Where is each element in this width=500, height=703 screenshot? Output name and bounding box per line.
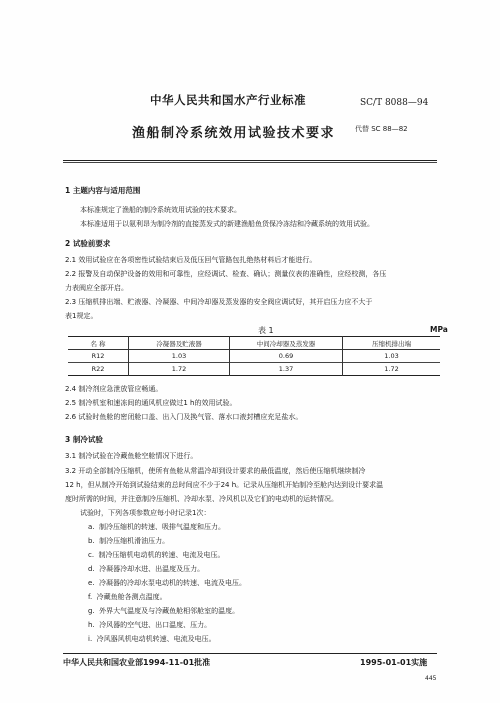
table-1-title: 表 1 bbox=[258, 326, 274, 335]
table-header-condenser: 冷凝器及贮液器 bbox=[129, 337, 230, 350]
table-header-compressor: 压缩机排出端 bbox=[343, 337, 441, 350]
table-header-intercooler: 中间冷却器及蒸发器 bbox=[230, 337, 343, 350]
clause-2-3-line-1: 2.3 压缩机排出端、贮液器、冷凝器、中间冷却器及蒸发器的安全阀应调试好，其开启压力应不大于 bbox=[65, 298, 373, 306]
list-item: e. 冷凝器的冷却水泵电动机的转速、电流及电压。 bbox=[88, 579, 246, 587]
list-item: g. 外界大气温度及与冷藏鱼舱相邻舱室的温度。 bbox=[88, 607, 240, 615]
table-row bbox=[68, 363, 440, 376]
clause-3-3-intro: 试验时，下列各项参数应每小时记录1次： bbox=[80, 509, 211, 517]
section-1-heading: 1 主题内容与适用范围 bbox=[65, 186, 141, 195]
clause-2-3-line-2: 表1规定。 bbox=[65, 312, 98, 320]
pressure-table bbox=[68, 336, 440, 376]
clause-2-5: 2.5 制冷机室和速冻间的通风机应做过1 h的效用试验。 bbox=[65, 399, 237, 407]
clause-2-2-line-2: 力表阀应全部开启。 bbox=[65, 284, 128, 292]
clause-3-2-line-1: 3.2 开动全部制冷压缩机，使所有鱼舱从常温冷却到设计要求的最低温度，然后使压缩机继续制冷 bbox=[65, 467, 366, 475]
list-item: b. 制冷压缩机滑油压力。 bbox=[88, 537, 170, 545]
table-header-name: 名 称 bbox=[90, 339, 106, 348]
clause-3-1: 3.1 制冷试验在冷藏鱼舱空舱情况下进行。 bbox=[65, 452, 198, 460]
section-1-paragraph-1: 本标准规定了渔船的制冷系统效用试验的技术要求。 bbox=[80, 206, 241, 214]
list-item: i. 冷风器风机电动机转速、电流及电压。 bbox=[88, 635, 216, 643]
table-cell: R12 bbox=[91, 352, 105, 360]
section-2-heading: 2 试验前要求 bbox=[65, 239, 111, 248]
list-item: d. 冷凝器冷却水进、出温度及压力。 bbox=[88, 565, 205, 573]
section-1-paragraph-2: 本标准适用于以氨利昂为制冷剂的直接蒸发式的新建渔船鱼货保冷冻结和冷藏系统的效用试验。 bbox=[80, 220, 374, 228]
table-cell: 1.72 bbox=[129, 363, 230, 376]
clause-3-2-line-2: 12 h，但从制冷开始到试验结束的总时间应不少于24 h。记录从压缩机开始制冷至舱内达到设计要求温 bbox=[65, 481, 384, 489]
clause-3-2-line-3: 度时所需的时间，并注意制冷压缩机、冷却水泵、冷风机以及它们的电动机的运转情况。 bbox=[65, 495, 338, 503]
table-cell: 1.03 bbox=[129, 350, 230, 363]
table-cell: 0.69 bbox=[230, 350, 343, 363]
document-title: 渔船制冷系统效用试验技术要求 bbox=[132, 126, 336, 141]
table-cell: R22 bbox=[91, 365, 105, 373]
list-item: h. 冷风器的空气进、出口温度、压力。 bbox=[88, 621, 212, 629]
table-cell: 1.03 bbox=[343, 350, 441, 363]
footer-rule bbox=[63, 653, 437, 654]
table-1-unit: MPa bbox=[430, 325, 448, 334]
table-row bbox=[68, 350, 440, 363]
implementation-date: 1995-01-01实施 bbox=[360, 658, 428, 667]
list-item: a. 制冷压缩机的转速、吸排气温度和压力。 bbox=[88, 523, 225, 531]
clause-2-6: 2.6 试验时鱼舱的密闭舱口盖、出入门及换气管、落水口液封槽应充足盐水。 bbox=[65, 413, 303, 421]
table-cell: 1.37 bbox=[230, 363, 343, 376]
table-cell: 1.72 bbox=[343, 363, 441, 376]
replaces-note: 代替 SC 88—82 bbox=[355, 125, 408, 133]
header-rule-secondary bbox=[63, 162, 437, 163]
page-number: 445 bbox=[425, 675, 437, 682]
list-item: f. 冷藏鱼舱各测点温度。 bbox=[88, 593, 167, 601]
section-3-heading: 3 制冷试验 bbox=[65, 435, 103, 444]
clause-2-1: 2.1 效用试验应在各项密性试验结束后及低压回气管路包扎绝热材料后才能进行。 bbox=[65, 256, 317, 264]
standard-number: SC/T 8088—94 bbox=[360, 98, 429, 108]
list-item: c. 制冷压缩机电动机的转速、电流及电压。 bbox=[88, 551, 225, 559]
table-header-row bbox=[68, 337, 440, 350]
approval-line: 中华人民共和国农业部1994-11-01批准 bbox=[63, 658, 211, 667]
header-rule bbox=[63, 160, 437, 161]
clause-2-2-line-1: 2.2 报警及自动保护设备的效用和可靠性，应经调试、检查、确认；测量仪表的准确性，应经校测，各压 bbox=[65, 270, 387, 278]
clause-2-4: 2.4 制冷剂应急泄放管应畅通。 bbox=[65, 385, 163, 393]
ministry-title: 中华人民共和国水产行业标准 bbox=[150, 93, 306, 107]
